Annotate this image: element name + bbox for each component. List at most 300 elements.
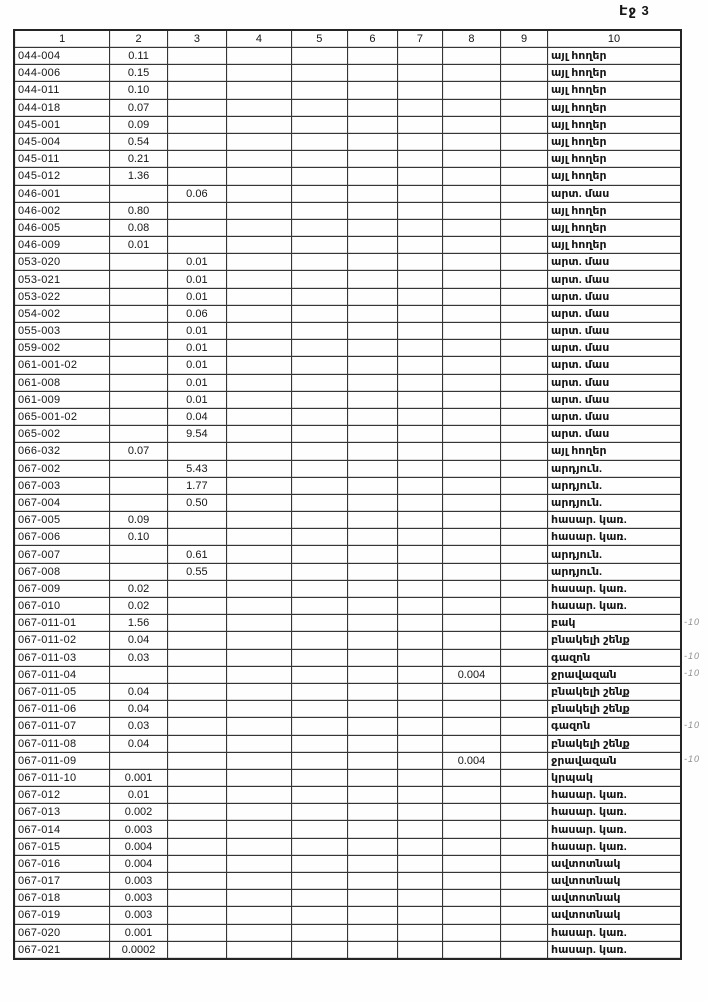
cell-empty-col9 [501,873,548,890]
cell-area-col2 [110,374,167,391]
cell-area-col8 [442,254,500,271]
cell-empty-col6 [347,48,397,65]
cell-land-use-label: հասար. կառ. [548,821,681,838]
cell-area-col3 [167,219,226,236]
cell-area-col8 [442,168,500,185]
cell-area-col3: 0.01 [167,288,226,305]
cell-land-use-label: հասար. կառ. [548,804,681,821]
cell-empty-col7 [397,821,442,838]
cell-area-col2 [110,323,167,340]
cell-land-use-label: ավտոտնակ [548,907,681,924]
cell-empty-col5 [291,512,347,529]
cell-empty-col4 [227,460,292,477]
cell-area-col8 [442,426,500,443]
cell-empty-col9 [501,305,548,322]
table-row [14,168,681,185]
cell-empty-col5 [291,821,347,838]
cell-area-col3: 0.01 [167,391,226,408]
cell-parcel-code: 067-011-04 [14,666,110,683]
cell-parcel-code: 067-011-07 [14,718,110,735]
cell-area-col2: 0.02 [110,580,167,597]
column-header-7: 7 [397,30,442,48]
cell-area-col3 [167,855,226,872]
cell-empty-col5 [291,168,347,185]
cell-empty-col9 [501,271,548,288]
cell-area-col2: 0.01 [110,787,167,804]
cell-area-col3 [167,804,226,821]
cell-empty-col9 [501,151,548,168]
column-header-5: 5 [291,30,347,48]
table-row [14,443,681,460]
cell-land-use-label: հասար. կառ. [548,838,681,855]
cell-parcel-code: 061-001-02 [14,357,110,374]
cell-area-col3: 0.04 [167,408,226,425]
cell-land-use-label: հասար. կառ. [548,512,681,529]
cell-empty-col7 [397,529,442,546]
table-row [14,65,681,82]
cell-empty-col7 [397,477,442,494]
cell-empty-col7 [397,804,442,821]
cell-empty-col4 [227,769,292,786]
cell-area-col2: 0.07 [110,443,167,460]
cell-empty-col5 [291,787,347,804]
cell-empty-col7 [397,787,442,804]
cell-empty-col4 [227,907,292,924]
cell-parcel-code: 045-012 [14,168,110,185]
cell-parcel-code: 045-004 [14,133,110,150]
cell-area-col2: 0.10 [110,529,167,546]
cell-empty-col6 [347,804,397,821]
cell-empty-col9 [501,168,548,185]
cell-empty-col9 [501,48,548,65]
cell-area-col3 [167,873,226,890]
cell-land-use-label: ջրավազան [548,752,681,769]
cell-empty-col4 [227,494,292,511]
cell-area-col3 [167,701,226,718]
cell-area-col2: 1.36 [110,168,167,185]
cell-empty-col5 [291,99,347,116]
cell-area-col2 [110,563,167,580]
cell-parcel-code: 067-020 [14,924,110,941]
cell-area-col3 [167,133,226,150]
cell-area-col2: 0.10 [110,82,167,99]
cell-empty-col4 [227,408,292,425]
column-header-9: 9 [501,30,548,48]
table-row [14,804,681,821]
table-row [14,598,681,615]
cell-empty-col4 [227,323,292,340]
cell-empty-col5 [291,683,347,700]
cell-area-col2: 0.04 [110,735,167,752]
cell-area-col3: 0.01 [167,254,226,271]
cell-area-col2: 0.21 [110,151,167,168]
cell-empty-col9 [501,460,548,477]
cell-area-col2 [110,477,167,494]
cell-empty-col7 [397,391,442,408]
cell-empty-col5 [291,460,347,477]
cell-area-col2 [110,305,167,322]
cell-area-col8 [442,924,500,941]
table-row [14,787,681,804]
cell-area-col8 [442,804,500,821]
cell-area-col8 [442,907,500,924]
cell-empty-col6 [347,666,397,683]
cell-area-col2: 0.07 [110,99,167,116]
cell-empty-col4 [227,787,292,804]
cell-parcel-code: 046-009 [14,237,110,254]
cell-area-col2: 1.56 [110,615,167,632]
cell-empty-col4 [227,65,292,82]
cell-area-col8 [442,632,500,649]
cell-area-col3: 5.43 [167,460,226,477]
cell-parcel-code: 067-011-08 [14,735,110,752]
cell-empty-col7 [397,838,442,855]
cell-empty-col6 [347,907,397,924]
cell-empty-col5 [291,941,347,959]
cell-parcel-code: 067-011-05 [14,683,110,700]
cell-empty-col9 [501,408,548,425]
cell-empty-col6 [347,563,397,580]
cell-empty-col6 [347,718,397,735]
cell-empty-col5 [291,615,347,632]
cell-empty-col9 [501,237,548,254]
cell-empty-col6 [347,512,397,529]
cell-area-col3: 9.54 [167,426,226,443]
cell-parcel-code: 044-006 [14,65,110,82]
cell-land-use-label: այլ հողեր [548,99,681,116]
cell-area-col8 [442,151,500,168]
cell-land-use-label: հասար. կառ. [548,580,681,597]
cell-empty-col9 [501,546,548,563]
cell-area-col3 [167,116,226,133]
cell-land-use-label: արտ. մաս [548,357,681,374]
cell-land-use-label: արտ. մաս [548,374,681,391]
cell-parcel-code: 044-018 [14,99,110,116]
cell-area-col2 [110,254,167,271]
cell-empty-col6 [347,340,397,357]
cell-parcel-code: 045-011 [14,151,110,168]
cell-empty-col9 [501,718,548,735]
cell-land-use-label: այլ հողեր [548,151,681,168]
table-row [14,323,681,340]
cell-parcel-code: 067-018 [14,890,110,907]
cell-empty-col5 [291,151,347,168]
cell-area-col3 [167,237,226,254]
cell-area-col8 [442,219,500,236]
cell-empty-col9 [501,907,548,924]
cell-empty-col6 [347,683,397,700]
cell-empty-col5 [291,323,347,340]
cell-area-col2 [110,271,167,288]
cell-area-col3 [167,615,226,632]
cell-empty-col5 [291,873,347,890]
cell-land-use-label: արտ. մաս [548,340,681,357]
cell-empty-col6 [347,838,397,855]
table-row [14,254,681,271]
cell-area-col3: 0.06 [167,305,226,322]
cell-empty-col5 [291,546,347,563]
cell-empty-col7 [397,941,442,959]
cell-land-use-label: այլ հողեր [548,48,681,65]
cell-land-use-label: արտ. մաս [548,426,681,443]
cell-empty-col6 [347,529,397,546]
cell-parcel-code: 067-010 [14,598,110,615]
cell-area-col8 [442,65,500,82]
pencil-margin-note: -10 [684,616,701,627]
cell-empty-col5 [291,357,347,374]
cell-parcel-code: 067-013 [14,804,110,821]
cell-empty-col7 [397,735,442,752]
cell-area-col2: 0.003 [110,873,167,890]
cell-empty-col4 [227,202,292,219]
cell-area-col3 [167,787,226,804]
cell-area-col3 [167,752,226,769]
cell-area-col3 [167,890,226,907]
cell-empty-col9 [501,563,548,580]
cell-empty-col7 [397,701,442,718]
cell-empty-col7 [397,546,442,563]
cell-empty-col5 [291,477,347,494]
table-row [14,374,681,391]
cell-land-use-label: արդյուն. [548,494,681,511]
table-row [14,426,681,443]
cell-empty-col6 [347,357,397,374]
cell-land-use-label: արտ. մաս [548,408,681,425]
column-header-2: 2 [110,30,167,48]
cell-area-col3: 0.61 [167,546,226,563]
cell-empty-col6 [347,82,397,99]
cell-empty-col5 [291,701,347,718]
cell-empty-col6 [347,168,397,185]
table-row [14,563,681,580]
table-row [14,580,681,597]
cell-empty-col7 [397,254,442,271]
cell-empty-col4 [227,477,292,494]
cell-area-col2: 0.01 [110,237,167,254]
table-row [14,391,681,408]
cell-parcel-code: 067-005 [14,512,110,529]
cell-parcel-code: 067-021 [14,941,110,959]
cell-empty-col4 [227,48,292,65]
table-row [14,546,681,563]
cell-parcel-code: 046-001 [14,185,110,202]
cell-area-col3: 0.01 [167,374,226,391]
column-header-10: 10 [548,30,681,48]
cell-empty-col6 [347,219,397,236]
cell-empty-col4 [227,666,292,683]
cell-empty-col7 [397,873,442,890]
cell-empty-col7 [397,408,442,425]
cell-parcel-code: 053-020 [14,254,110,271]
cell-area-col8 [442,701,500,718]
cell-area-col2: 0.09 [110,116,167,133]
cell-land-use-label: արդյուն. [548,563,681,580]
pencil-margin-note: -10 [684,651,701,662]
cell-empty-col9 [501,752,548,769]
table-row [14,769,681,786]
cell-area-col2 [110,460,167,477]
cell-empty-col6 [347,598,397,615]
cell-empty-col4 [227,357,292,374]
cell-area-col8 [442,494,500,511]
cell-empty-col9 [501,426,548,443]
cell-empty-col9 [501,116,548,133]
cell-empty-col9 [501,357,548,374]
cell-area-col8 [442,580,500,597]
cell-empty-col7 [397,666,442,683]
cell-area-col8 [442,305,500,322]
cell-area-col2: 0.04 [110,632,167,649]
cell-area-col3: 0.01 [167,357,226,374]
cell-empty-col9 [501,632,548,649]
cell-land-use-label: ավտոտնակ [548,890,681,907]
cell-empty-col7 [397,769,442,786]
cell-parcel-code: 053-022 [14,288,110,305]
pencil-margin-note: -10 [684,668,701,679]
cell-empty-col4 [227,701,292,718]
cell-land-use-label: արտ. մաս [548,305,681,322]
cell-empty-col6 [347,460,397,477]
cell-land-use-label: ավտոտնակ [548,873,681,890]
cell-empty-col4 [227,133,292,150]
cell-parcel-code: 067-011-09 [14,752,110,769]
cell-empty-col7 [397,718,442,735]
cell-empty-col4 [227,941,292,959]
table-row [14,821,681,838]
cell-empty-col6 [347,202,397,219]
cell-empty-col4 [227,168,292,185]
cell-area-col2: 0.004 [110,838,167,855]
cell-area-col2 [110,752,167,769]
cell-area-col2: 0.004 [110,855,167,872]
cell-area-col2 [110,666,167,683]
cell-area-col8 [442,718,500,735]
cell-empty-col9 [501,598,548,615]
cell-area-col3 [167,99,226,116]
cell-parcel-code: 067-012 [14,787,110,804]
cell-area-col8 [442,374,500,391]
cell-land-use-label: գազոն [548,718,681,735]
cell-area-col3 [167,512,226,529]
cell-empty-col7 [397,305,442,322]
cell-land-use-label: բնակելի շենք [548,632,681,649]
cell-land-use-label: արտ. մաս [548,185,681,202]
cell-empty-col7 [397,202,442,219]
cell-land-use-label: արդյուն. [548,546,681,563]
cell-area-col8 [442,237,500,254]
cell-empty-col6 [347,649,397,666]
cell-empty-col7 [397,65,442,82]
cell-empty-col4 [227,735,292,752]
cell-empty-col9 [501,649,548,666]
cell-empty-col5 [291,237,347,254]
cell-area-col2: 0.003 [110,890,167,907]
table-row [14,237,681,254]
cell-area-col2: 0.54 [110,133,167,150]
pencil-margin-note: -10 [684,719,701,730]
table-row [14,340,681,357]
cell-empty-col4 [227,512,292,529]
cell-parcel-code: 061-008 [14,374,110,391]
cell-empty-col4 [227,254,292,271]
cell-empty-col9 [501,99,548,116]
cell-empty-col4 [227,237,292,254]
table-row [14,632,681,649]
cell-area-col8 [442,99,500,116]
cell-empty-col4 [227,151,292,168]
cell-empty-col5 [291,391,347,408]
cell-area-col8 [442,683,500,700]
table-row [14,99,681,116]
cell-area-col3 [167,924,226,941]
cell-empty-col5 [291,65,347,82]
cell-empty-col6 [347,288,397,305]
cell-parcel-code: 067-016 [14,855,110,872]
cell-area-col8 [442,460,500,477]
cell-area-col8 [442,202,500,219]
cell-empty-col6 [347,374,397,391]
cell-empty-col9 [501,65,548,82]
cell-empty-col5 [291,649,347,666]
cell-empty-col4 [227,116,292,133]
cell-empty-col4 [227,924,292,941]
cell-parcel-code: 067-009 [14,580,110,597]
cell-parcel-code: 067-017 [14,873,110,890]
cell-empty-col4 [227,185,292,202]
cell-empty-col5 [291,769,347,786]
table-row [14,219,681,236]
cell-area-col2: 0.03 [110,649,167,666]
cell-empty-col6 [347,408,397,425]
cell-empty-col6 [347,65,397,82]
cell-empty-col4 [227,443,292,460]
cell-empty-col7 [397,133,442,150]
cell-parcel-code: 067-019 [14,907,110,924]
cell-land-use-label: ավտոտնակ [548,855,681,872]
cell-area-col8 [442,941,500,959]
table-row [14,752,681,769]
column-header-4: 4 [227,30,292,48]
cell-empty-col6 [347,941,397,959]
cell-land-use-label: արտ. մաս [548,288,681,305]
cell-empty-col9 [501,666,548,683]
cell-parcel-code: 044-011 [14,82,110,99]
cell-empty-col5 [291,133,347,150]
cell-empty-col9 [501,443,548,460]
cell-empty-col6 [347,632,397,649]
table-row [14,116,681,133]
cell-empty-col4 [227,598,292,615]
cell-empty-col7 [397,219,442,236]
cell-area-col8 [442,357,500,374]
cell-area-col2: 0.80 [110,202,167,219]
cell-empty-col5 [291,580,347,597]
cell-empty-col9 [501,615,548,632]
cell-area-col8 [442,615,500,632]
cell-empty-col6 [347,99,397,116]
cell-empty-col7 [397,632,442,649]
cell-empty-col5 [291,529,347,546]
table-row [14,357,681,374]
cell-parcel-code: 065-001-02 [14,408,110,425]
cell-area-col8 [442,855,500,872]
cell-empty-col4 [227,340,292,357]
cell-empty-col7 [397,237,442,254]
cell-area-col2 [110,340,167,357]
cell-empty-col5 [291,219,347,236]
cell-empty-col5 [291,254,347,271]
column-header-3: 3 [167,30,226,48]
